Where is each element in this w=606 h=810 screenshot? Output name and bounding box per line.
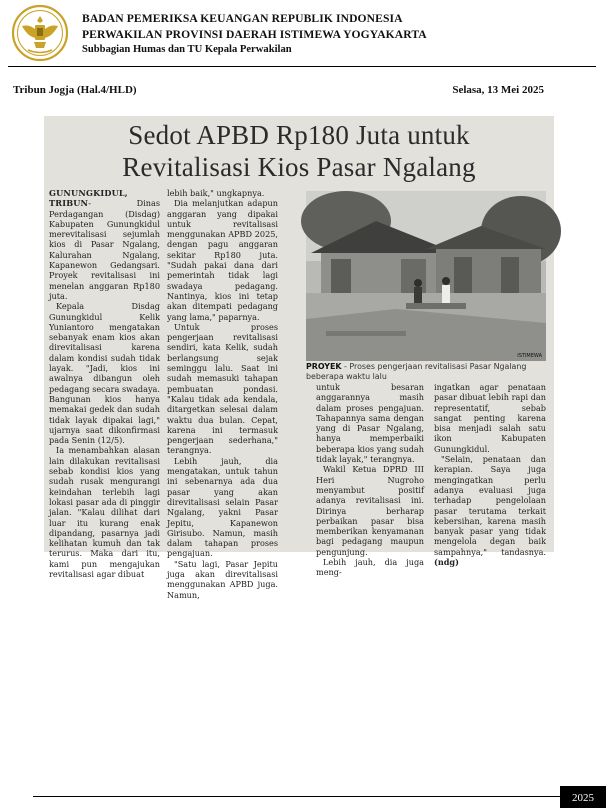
- article-paragraph: ingatkan agar penataan pasar dibuat lebih rapi dan representatif, sebab sangat penting karena bisa menjadi salah satu ikon Kabupaten Gunungkidul.: [434, 382, 546, 454]
- article-paragraph: lebih baik," ungkapnya.: [167, 188, 265, 198]
- news-date: Selasa, 13 Mei 2025: [452, 84, 544, 96]
- article-dateline: GUNUNGKIDUL, TRIBUN: [49, 188, 128, 209]
- footer-divider: [33, 796, 565, 797]
- article-paragraph: untuk besaran anggarannya masih dalam proses pengajuan. Tahapannya sama dengan yang di Pasar Ngalang, hanya memperbaiki beberapa kios yang sudah tidak layak," terangnya.: [316, 382, 424, 465]
- article-paragraph: "Satu lagi, Pasar Jepitu juga akan direvitalisasi menggunakan APBD juga. Namun,: [167, 558, 278, 600]
- year-badge: 2025: [560, 786, 606, 808]
- header-divider: [8, 66, 596, 67]
- article-paragraph: "Selain, penataan dan kerapian. Saya juga mengingatkan perlu adanya evaluasi juga terhadap pengelolaan pasar terutama terkait kebersihan, karena masih banyak pasar yang tidak mengelola degan baik sampahnya," tandasnya. (ndg): [434, 454, 546, 568]
- article-photo: [306, 191, 546, 361]
- article-title-line1: Sedot APBD Rp180 Juta untuk: [128, 120, 470, 150]
- article-paragraph: GUNUNGKIDUL, TRIBUN- Dinas Perdagangan (Disdag) Kabupaten Gunungkidul merevitalisasi sejumlah kios di Pasar Ngalang, Kalurahan Ngalang, Kapanewon Gedangsari. Proyek revitalisasi ini menelan anggaran Rp180 juta.: [49, 188, 160, 301]
- org-unit: Subbagian Humas dan TU Kepala Perwakilan: [82, 44, 292, 55]
- org-name: BADAN PEMERIKSA KEUANGAN REPUBLIK INDONESIA: [82, 12, 403, 25]
- caption-text: - Proses pengerjaan revitalisasi Pasar Ngalang beberapa waktu lalu: [306, 362, 527, 381]
- article-column-4: [434, 382, 546, 567]
- newspaper-clipping: [44, 116, 554, 600]
- photo-caption: [306, 362, 546, 382]
- org-region: PERWAKILAN PROVINSI DAERAH ISTIMEWA YOGYAKARTA: [82, 27, 427, 41]
- article-paragraph: Lebih jauh, dia mengatakan, untuk tahun ini sebenarnya ada dua pasar yang akan direvitalisasi selain Pasar Ngalang, yakni Pasar Jepitu, Kapanewon Girisubo. Namun, masih dalam tahapan proses pengajuan.: [167, 455, 278, 559]
- article-paragraph: Wakil Ketua DPRD III Heri Nugroho menyambut positif adanya revitalisasi ini. Dirinya berharap perbaikan pasar bisa memberikan kenyamanan bagi pedagang maupun pengunjung.: [316, 464, 424, 557]
- article-paragraph: Kepala Disdag Gunungkidul Kelik Yuniantoro mengatakan sebanyak enam kios akan direvitalisasi karena dalam kondisi sudah tidak layak. "Jadi, kios ini awalnya dibangun oleh pedagang secara swadaya. Bangunan kios hanya memakai gedek dan sudah tidak layak dipakai lagi," ujarnya saat dikonfirmasi pada Senin (12/5).: [49, 301, 160, 446]
- article-title-line2: Revitalisasi Kios Pasar Ngalang: [122, 152, 476, 182]
- garuda-emblem-icon: [12, 4, 68, 62]
- caption-label: PROYEK: [306, 362, 342, 371]
- article-column-2: [167, 188, 278, 600]
- article-column-1: [49, 188, 160, 579]
- organization-header: [82, 11, 427, 58]
- article-paragraph: Ia menambahkan alasan lain dilakukan revitalisasi sebab kondisi kios yang sudah rusak mengurangi keindahan terlebih lagi lokasi pasar ada di pinggir jalan. "Kalau dilihat dari luar itu kurang enak dipandang, pasarnya jadi kelihatan kumuh dan tak terurus. Maka dari itu, kami pun mengajukan revitalisasi agar dibuat: [49, 445, 160, 579]
- news-source: Tribun Jogja (Hal.4/HLD): [13, 84, 137, 96]
- photo-credit: ISTIMEWA: [517, 353, 542, 359]
- author-initials: (ndg): [434, 557, 459, 568]
- article-column-3: [316, 382, 424, 578]
- article-paragraph: Lebih jauh, dia juga meng-: [316, 557, 424, 578]
- article-paragraph: Dia melanjutkan adapun anggaran yang dipakai untuk revitalisasi menggunakan APBD 2025, dengan pagu anggaran sekitar Rp180 juta. "Sudah pakai dana dari pemerintah tidak lagi swadaya pedagang. Nantinya, kios ini tetap akan ditempati pedagang yang lama," paparnya.: [167, 198, 278, 322]
- article-paragraph: Untuk proses pengerjaan revitalisasi sendiri, kata Kelik, sudah berlangsung sejak seminggu lalu. Saat ini sudah memasuki tahapan pembuatan pondasi. "Kalau tidak ada kendala, ditargetkan selesai dalam waktu dua bulan. Cepat, karena ini termasuk pengerjaan sederhana," terangnya.: [167, 321, 278, 456]
